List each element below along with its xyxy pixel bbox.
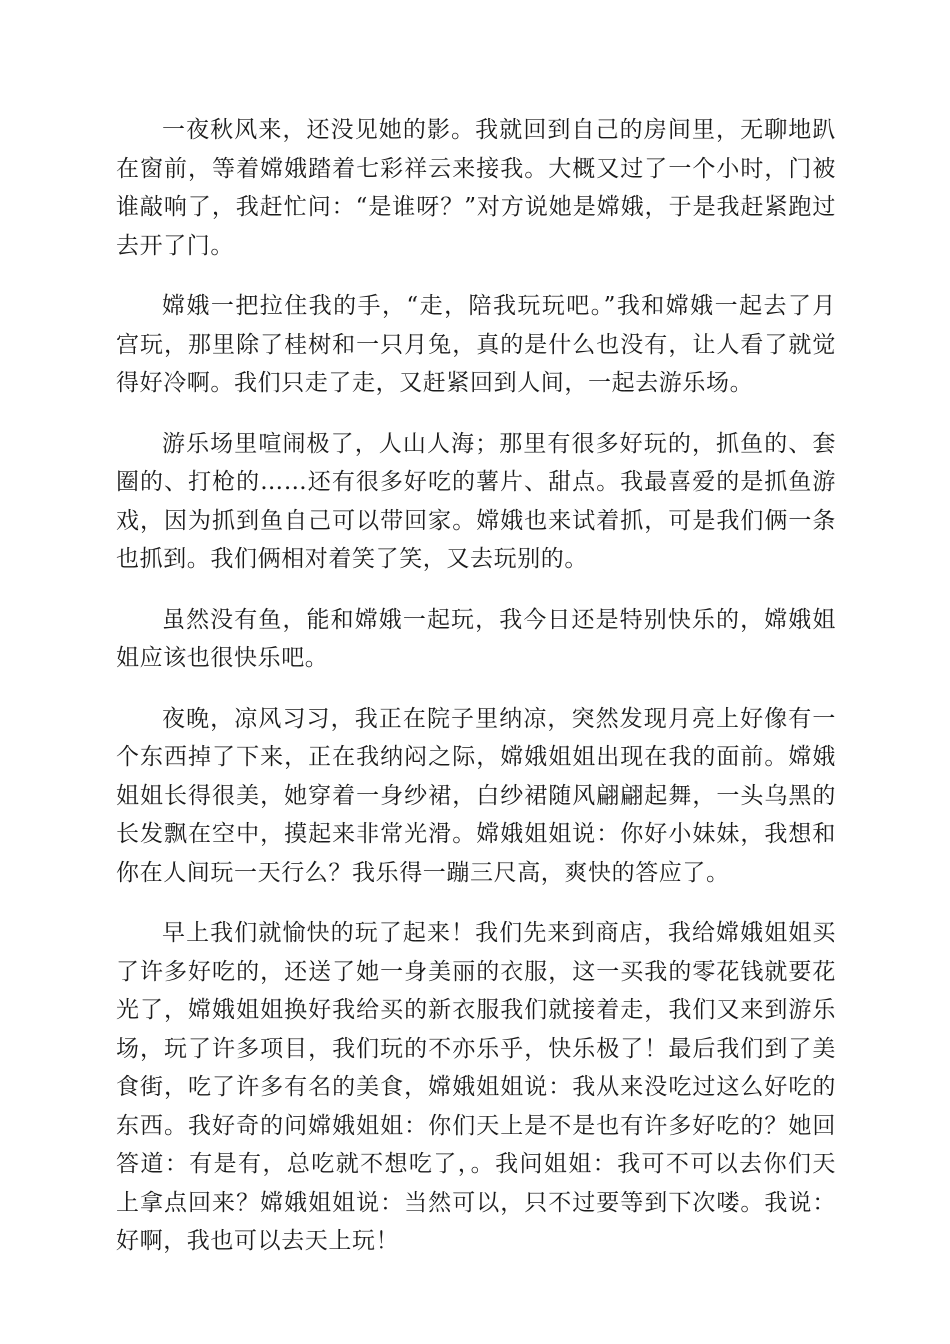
paragraph-4: 虽然没有鱼，能和嫦娥一起玩，我今日还是特别快乐的，嫦娥姐姐应该也很快乐吧。	[116, 606, 836, 671]
article-body	[116, 111, 836, 1283]
paragraph-2: 嫦娥一把拉住我的手，“走，陪我玩玩吧。”我和嫦娥一起去了月宫玩，那里除了桂树和一只月兔，真的是什么也没有，让人看了就觉得好冷啊。我们只走了走，又赶紧回到人间，一起去游乐场。	[116, 293, 836, 396]
paragraph-3: 游乐场里喧闹极了，人山人海；那里有很多好玩的，抓鱼的、套圈的、打枪的……还有很多好吃的薯片、甜点。我最喜爱的是抓鱼游戏，因为抓到鱼自己可以带回家。嫦娥也来试着抓，可是我们俩一条也抓到。我们俩相对着笑了笑，又去玩别的。	[116, 430, 836, 572]
paragraph-1: 一夜秋风来，还没见她的影。我就回到自己的房间里，无聊地趴在窗前，等着嫦娥踏着七彩祥云来接我。大概又过了一个小时，门被谁敲响了，我赶忙问：“是谁呀？”对方说她是嫦娥，于是我赶紧跑过去开了门。	[116, 117, 836, 259]
paragraph-5: 夜晚，凉风习习，我正在院子里纳凉，突然发现月亮上好像有一个东西掉了下来，正在我纳闷之际，嫦娥姐姐出现在我的面前。嫦娥姐姐长得很美，她穿着一身纱裙，白纱裙随风翩翩起舞，一头乌黑的长发飘在空中，摸起来非常光滑。嫦娥姐姐说：你好小妹妹，我想和你在人间玩一天行么？我乐得一蹦三尺高，爽快的答应了。	[116, 705, 836, 886]
paragraph-6: 早上我们就愉快的玩了起来！我们先来到商店，我给嫦娥姐姐买了许多好吃的，还送了她一身美丽的衣服，这一买我的零花钱就要花光了，嫦娥姐姐换好我给买的新衣服我们就接着走，我们又来到游乐场，玩了许多项目，我们玩的不亦乐乎，快乐极了！最后我们到了美食街，吃了许多有名的美食，嫦娥姐姐说：我从来没吃过这么好吃的东西。我好奇的问嫦娥姐姐：你们天上是不是也有许多好吃的？她回答道：有是有，总吃就不想吃了，。我问姐姐：我可不可以去你们天上拿点回来？嫦娥姐姐说：当然可以，只不过要等到下次喽。我说：好啊，我也可以去天上玩！	[116, 920, 836, 1254]
